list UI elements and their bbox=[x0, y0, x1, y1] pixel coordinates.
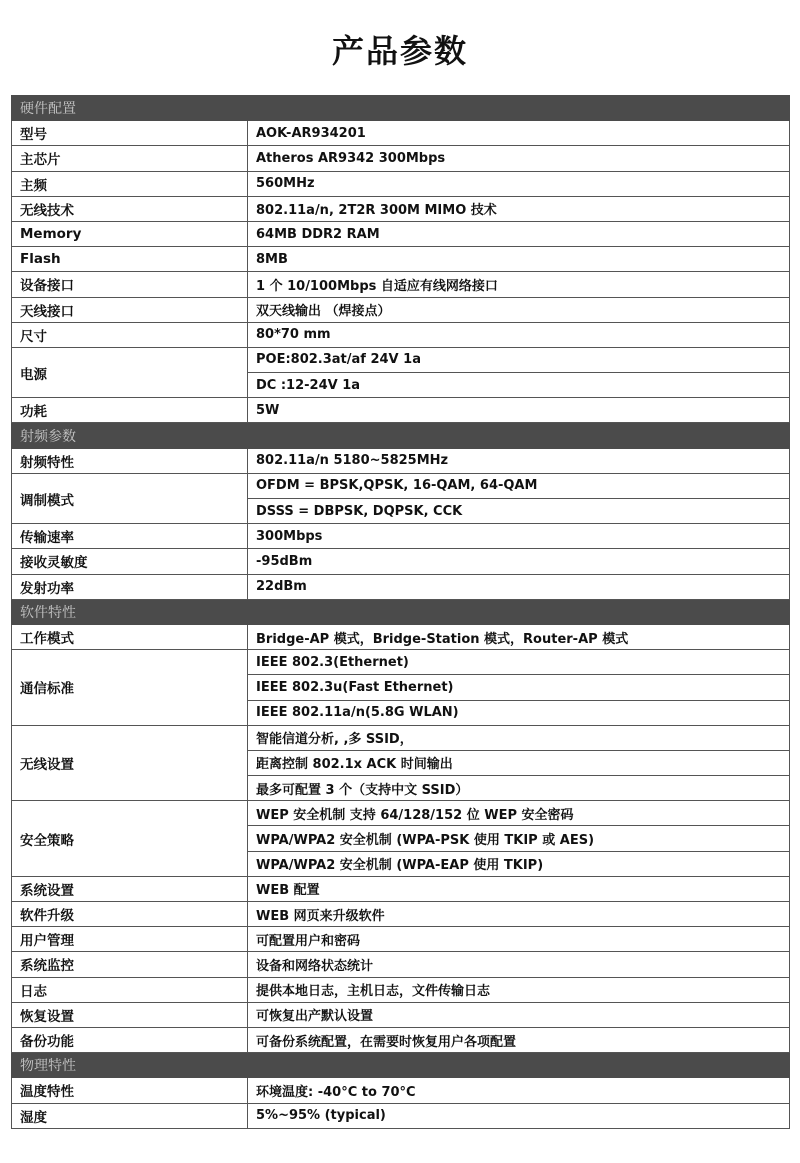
spec-value: 距离控制 802.1x ACK 时间输出 bbox=[248, 750, 790, 775]
spec-label: 系统监控 bbox=[12, 952, 248, 977]
spec-row bbox=[12, 902, 790, 927]
spec-value: 8MB bbox=[248, 247, 790, 272]
spec-row bbox=[12, 196, 790, 221]
section-title: 射频参数 bbox=[12, 423, 790, 448]
spec-value: 560MHz bbox=[248, 171, 790, 196]
spec-row bbox=[12, 549, 790, 574]
spec-row bbox=[12, 146, 790, 171]
spec-row bbox=[12, 1078, 790, 1103]
spec-value: 可恢复出产默认设置 bbox=[248, 1002, 790, 1027]
spec-label: 系统设置 bbox=[12, 876, 248, 901]
spec-value: 可配置用户和密码 bbox=[248, 927, 790, 952]
spec-value: 802.11a/n, 2T2R 300M MIMO 技术 bbox=[248, 196, 790, 221]
spec-value: 802.11a/n 5180~5825MHz bbox=[248, 448, 790, 473]
spec-value: 提供本地日志，主机日志，文件传输日志 bbox=[248, 977, 790, 1002]
spec-value: Atheros AR9342 300Mbps bbox=[248, 146, 790, 171]
spec-row bbox=[12, 473, 790, 498]
spec-label: 型号 bbox=[12, 121, 248, 146]
spec-label: 尺寸 bbox=[12, 322, 248, 347]
spec-value: WPA/WPA2 安全机制 (WPA-PSK 使用 TKIP 或 AES) bbox=[248, 826, 790, 851]
spec-value: 智能信道分析, ,多 SSID， bbox=[248, 725, 790, 750]
spec-row bbox=[12, 272, 790, 297]
spec-row bbox=[12, 650, 790, 675]
spec-row bbox=[12, 977, 790, 1002]
spec-row bbox=[12, 121, 790, 146]
spec-value: 64MB DDR2 RAM bbox=[248, 221, 790, 246]
spec-row bbox=[12, 1103, 790, 1128]
spec-label: 安全策略 bbox=[12, 801, 248, 877]
spec-value: 环境温度: -40°C to 70°C bbox=[248, 1078, 790, 1103]
spec-row bbox=[12, 952, 790, 977]
spec-label: 温度特性 bbox=[12, 1078, 248, 1103]
spec-row bbox=[12, 927, 790, 952]
spec-value: 最多可配置 3 个（支持中文 SSID） bbox=[248, 776, 790, 801]
spec-value: 可备份系统配置，在需要时恢复用户各项配置 bbox=[248, 1027, 790, 1052]
spec-label: 日志 bbox=[12, 977, 248, 1002]
section-title: 软件特性 bbox=[12, 599, 790, 624]
spec-label: 射频特性 bbox=[12, 448, 248, 473]
spec-label: 设备接口 bbox=[12, 272, 248, 297]
spec-table-body bbox=[12, 96, 790, 1129]
spec-value: OFDM = BPSK,QPSK, 16-QAM, 64-QAM bbox=[248, 473, 790, 498]
page-title: 产品参数 bbox=[331, 32, 468, 70]
spec-label: 备份功能 bbox=[12, 1027, 248, 1052]
spec-row bbox=[12, 297, 790, 322]
spec-row bbox=[12, 448, 790, 473]
spec-value: AOK-AR934201 bbox=[248, 121, 790, 146]
spec-row bbox=[12, 876, 790, 901]
spec-value: 22dBm bbox=[248, 574, 790, 599]
spec-label: 软件升级 bbox=[12, 902, 248, 927]
spec-label: 调制模式 bbox=[12, 473, 248, 523]
section-title: 硬件配置 bbox=[12, 96, 790, 121]
spec-label: 用户管理 bbox=[12, 927, 248, 952]
spec-row bbox=[12, 347, 790, 372]
section-header bbox=[12, 423, 790, 448]
spec-value: 双天线输出 （焊接点） bbox=[248, 297, 790, 322]
spec-label: Memory bbox=[12, 221, 248, 246]
spec-label: 电源 bbox=[12, 347, 248, 397]
section-title: 物理特性 bbox=[12, 1053, 790, 1078]
spec-value: 300Mbps bbox=[248, 524, 790, 549]
spec-label: 主频 bbox=[12, 171, 248, 196]
spec-row bbox=[12, 574, 790, 599]
spec-value: 80*70 mm bbox=[248, 322, 790, 347]
spec-value: -95dBm bbox=[248, 549, 790, 574]
spec-value: Bridge-AP 模式，Bridge-Station 模式，Router-AP 模式 bbox=[248, 624, 790, 649]
spec-label: 通信标准 bbox=[12, 650, 248, 726]
spec-label: 主芯片 bbox=[12, 146, 248, 171]
spec-value: DC :12-24V 1a bbox=[248, 373, 790, 398]
spec-value: 设备和网络状态统计 bbox=[248, 952, 790, 977]
spec-label: 接收灵敏度 bbox=[12, 549, 248, 574]
spec-row bbox=[12, 624, 790, 649]
section-header bbox=[12, 96, 790, 121]
section-header bbox=[12, 599, 790, 624]
spec-label: 天线接口 bbox=[12, 297, 248, 322]
spec-row bbox=[12, 725, 790, 750]
spec-label: 无线设置 bbox=[12, 725, 248, 801]
spec-label: 恢复设置 bbox=[12, 1002, 248, 1027]
spec-value: WEB 配置 bbox=[248, 876, 790, 901]
spec-value: 5W bbox=[248, 398, 790, 423]
spec-row bbox=[12, 221, 790, 246]
spec-value: WEP 安全机制 支持 64/128/152 位 WEP 安全密码 bbox=[248, 801, 790, 826]
spec-label: 发射功率 bbox=[12, 574, 248, 599]
spec-value: IEEE 802.3u(Fast Ethernet) bbox=[248, 675, 790, 700]
spec-row bbox=[12, 1002, 790, 1027]
spec-label: 工作模式 bbox=[12, 624, 248, 649]
spec-value: IEEE 802.11a/n(5.8G WLAN) bbox=[248, 700, 790, 725]
spec-row bbox=[12, 171, 790, 196]
spec-row bbox=[12, 322, 790, 347]
spec-row bbox=[12, 247, 790, 272]
spec-value: 1 个 10/100Mbps 自适应有线网络接口 bbox=[248, 272, 790, 297]
spec-value: 5%~95% (typical) bbox=[248, 1103, 790, 1128]
spec-value: WPA/WPA2 安全机制 (WPA-EAP 使用 TKIP) bbox=[248, 851, 790, 876]
spec-row bbox=[12, 1027, 790, 1052]
section-header bbox=[12, 1053, 790, 1078]
spec-value: WEB 网页来升级软件 bbox=[248, 902, 790, 927]
spec-label: Flash bbox=[12, 247, 248, 272]
spec-value: DSSS = DBPSK, DQPSK, CCK bbox=[248, 499, 790, 524]
spec-value: POE:802.3at/af 24V 1a bbox=[248, 347, 790, 372]
spec-table bbox=[11, 95, 790, 1129]
spec-label: 传输速率 bbox=[12, 524, 248, 549]
spec-label: 湿度 bbox=[12, 1103, 248, 1128]
spec-value: IEEE 802.3(Ethernet) bbox=[248, 650, 790, 675]
spec-label: 功耗 bbox=[12, 398, 248, 423]
spec-row bbox=[12, 524, 790, 549]
spec-row bbox=[12, 801, 790, 826]
spec-label: 无线技术 bbox=[12, 196, 248, 221]
spec-row bbox=[12, 398, 790, 423]
